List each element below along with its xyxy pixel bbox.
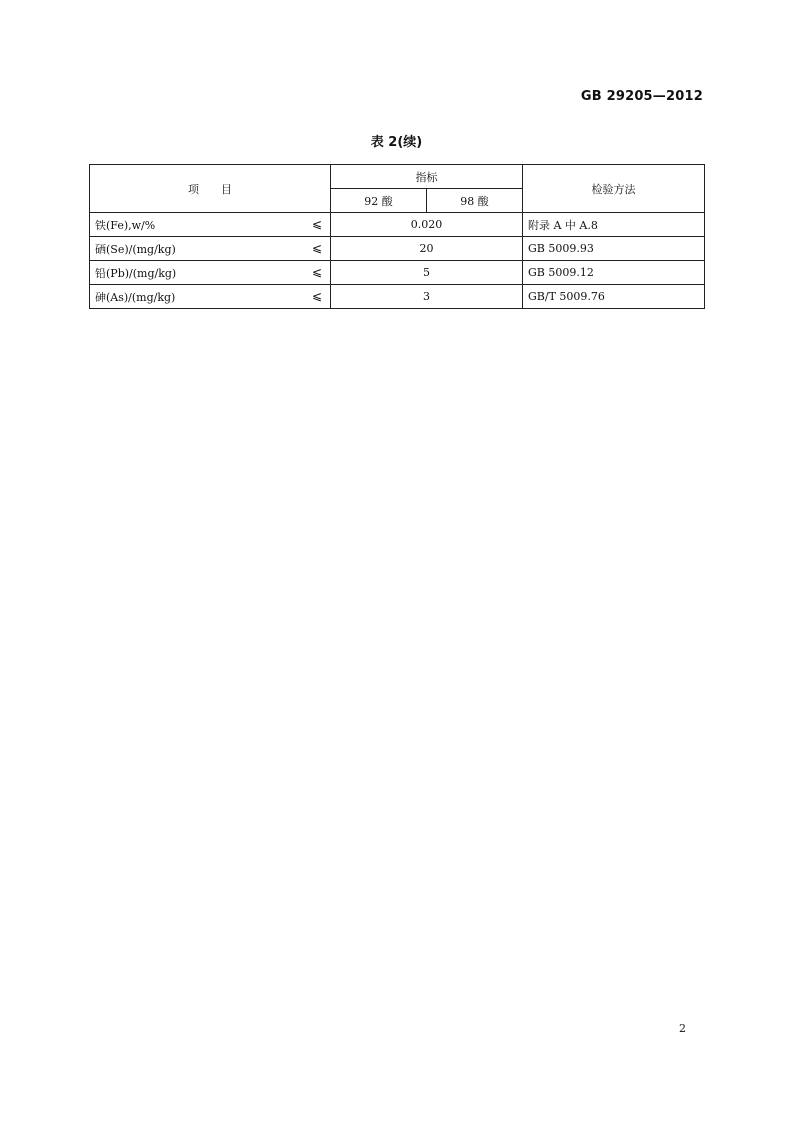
- header-92-acid: 92 酸: [331, 189, 427, 213]
- value-cell: 20: [331, 237, 523, 261]
- less-equal-symbol: ⩽: [311, 217, 322, 231]
- method-cell: GB 5009.93: [523, 237, 705, 261]
- value-cell: 3: [331, 285, 523, 309]
- value-cell: 5: [331, 261, 523, 285]
- less-equal-symbol: ⩽: [311, 265, 322, 279]
- header-item: 项 目: [90, 165, 331, 213]
- table-row: [90, 285, 705, 309]
- table-row: [90, 237, 705, 261]
- table-caption: 表 2(续): [370, 135, 423, 150]
- method-cell: 附录 A 中 A.8: [523, 213, 705, 237]
- less-equal-symbol: ⩽: [311, 289, 322, 303]
- item-cell: [90, 261, 331, 285]
- item-label: 硒(Se)/(mg/kg): [95, 242, 176, 256]
- standard-number: GB 29205—2012: [580, 89, 703, 104]
- method-cell: GB 5009.12: [523, 261, 705, 285]
- item-label: 铁(Fe),w/%: [95, 218, 156, 232]
- value-cell: 0.020: [331, 213, 523, 237]
- header-indicator: 指标: [331, 165, 523, 189]
- table-row: [90, 213, 705, 237]
- item-label: 铅(Pb)/(mg/kg): [95, 266, 177, 280]
- page-number: 2: [679, 1022, 686, 1035]
- less-equal-symbol: ⩽: [311, 241, 322, 255]
- header-98-acid: 98 酸: [427, 189, 523, 213]
- header-method: 检验方法: [523, 165, 705, 213]
- item-cell: [90, 213, 331, 237]
- method-cell: GB/T 5009.76: [523, 285, 705, 309]
- item-label: 砷(As)/(mg/kg): [95, 290, 176, 304]
- table-header-row: [90, 165, 705, 189]
- spec-table: [89, 164, 705, 309]
- item-cell: [90, 237, 331, 261]
- item-cell: [90, 285, 331, 309]
- table-row: [90, 261, 705, 285]
